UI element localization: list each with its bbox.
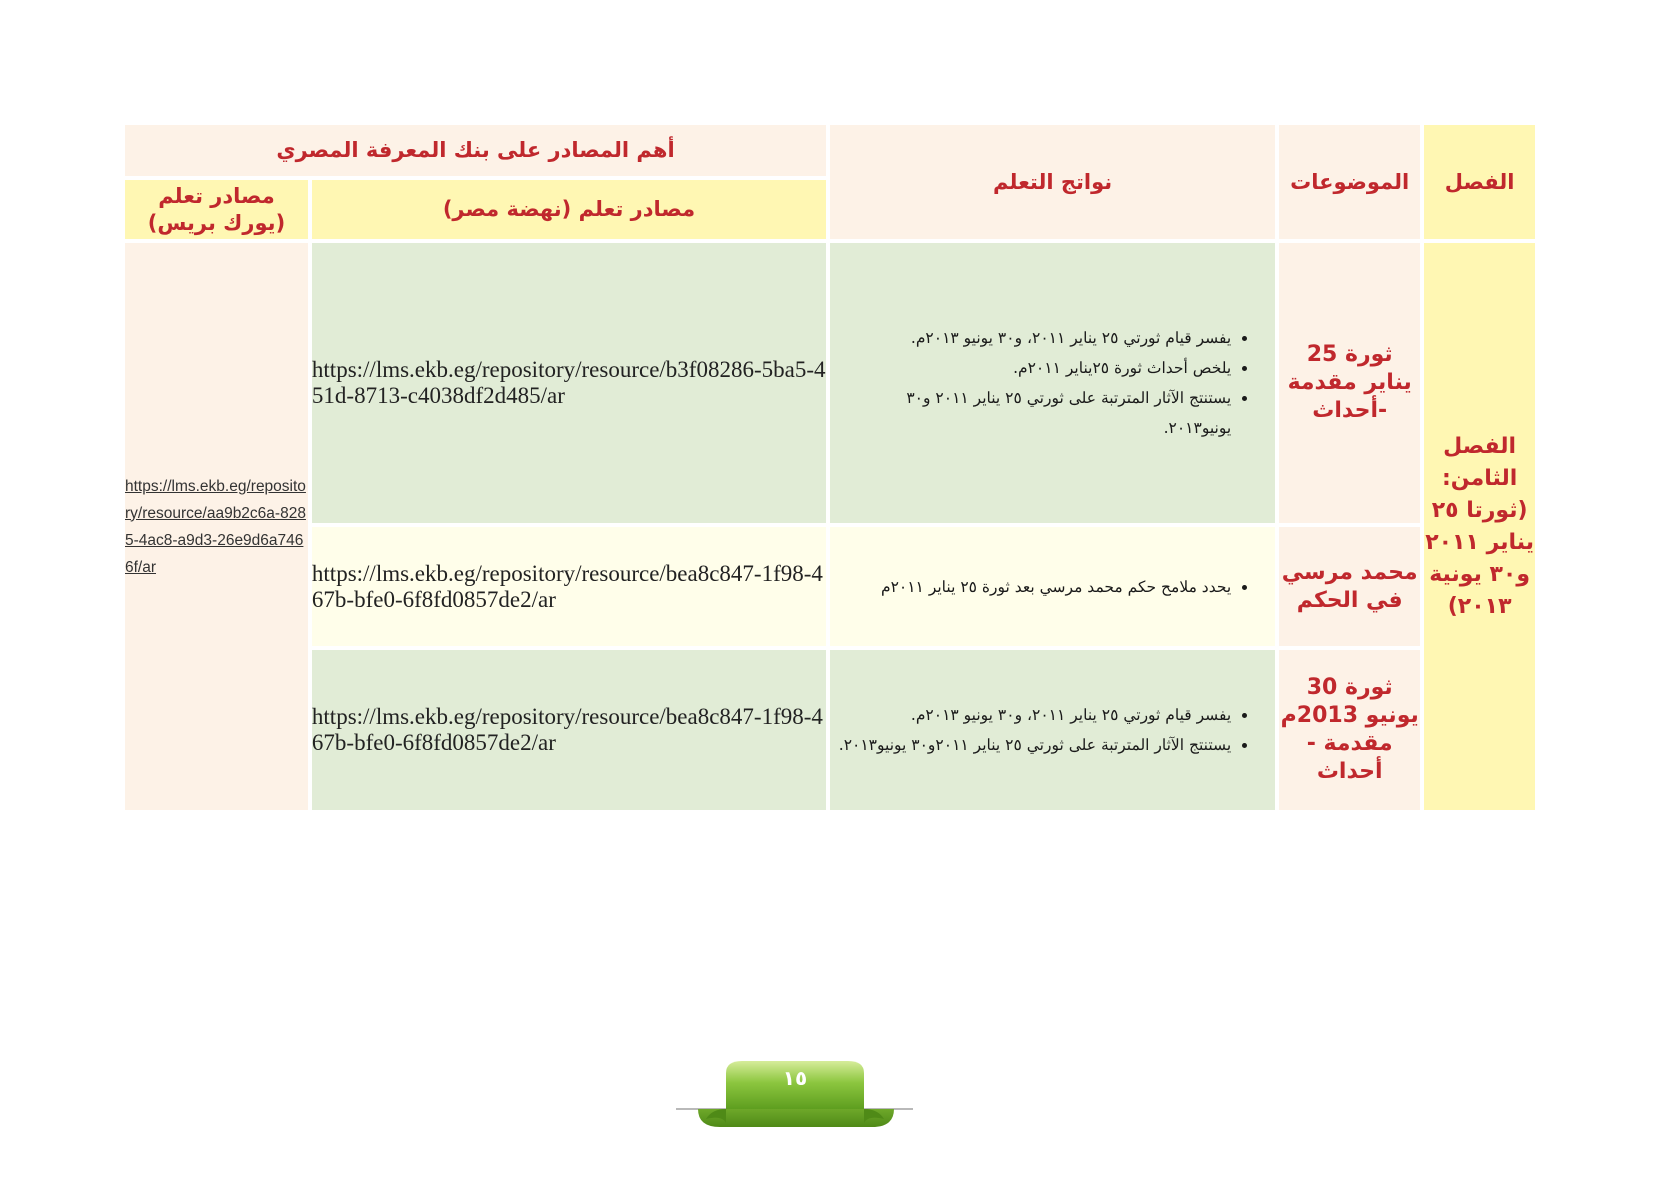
nahdet-link[interactable]: https://lms.ekb.eg/repository/resource/bea8c847-1f98-467b-bfe0-6f8fd0857de2/ar (312, 650, 826, 810)
outcomes-list (830, 323, 1275, 443)
outcomes-list (830, 700, 1275, 760)
header-outcomes: نواتج التعلم (830, 125, 1275, 239)
topic-cell: ثورة 25 يناير مقدمة -أحداث (1279, 243, 1420, 523)
outcome-item: • يستنتج الآثار المترتبة على ثورتي ٢٥ يناير ٢٠١١و٣٠ يونيو٢٠١٣. (834, 730, 1231, 760)
outcome-item: • يلخص أحداث ثورة ٢٥يناير ٢٠١١م. (834, 353, 1231, 383)
outcomes-cell (830, 650, 1275, 810)
nahdet-link[interactable]: https://lms.ekb.eg/repository/resource/bea8c847-1f98-467b-bfe0-6f8fd0857de2/ar (312, 527, 826, 646)
header-sources-york: مصادر تعلم (يورك بريس) (125, 180, 308, 239)
chapter-cell: الفصل الثامن: (ثورتا ٢٥ يناير ٢٠١١ و٣٠ يونية ٢٠١٣) (1424, 243, 1535, 810)
topic-cell: محمد مرسي في الحكم (1279, 527, 1420, 646)
york-link[interactable]: https://lms.ekb.eg/repository/resource/aa9b2c6a-8285-4ac8-a9d3-26e9d6a7466f/ar (125, 243, 308, 810)
nahdet-link[interactable]: https://lms.ekb.eg/repository/resource/b3f08286-5ba5-451d-8713-c4038df2d485/ar (312, 243, 826, 523)
header-sources-nahdet: مصادر تعلم (نهضة مصر) (312, 180, 826, 239)
outcome-item: • يفسر قيام ثورتي ٢٥ يناير ٢٠١١، و٣٠ يونيو ٢٠١٣م. (834, 323, 1231, 353)
outcomes-list (830, 572, 1275, 602)
header-sources-group: أهم المصادر على بنك المعرفة المصري (125, 125, 826, 176)
outcome-item: • يحدد ملامح حكم محمد مرسي بعد ثورة ٢٥ يناير ٢٠١١م (834, 572, 1231, 602)
page-number: ١٥ (782, 1066, 808, 1090)
page-number-badge (676, 1053, 913, 1128)
header-topics: الموضوعات (1279, 125, 1420, 239)
outcomes-cell (830, 527, 1275, 646)
curriculum-table (121, 121, 1539, 814)
topic-cell: ثورة 30 يونيو 2013م مقدمة - أحداث (1279, 650, 1420, 810)
outcomes-cell (830, 243, 1275, 523)
outcome-item: • يستنتج الآثار المترتبة على ثورتي ٢٥ يناير ٢٠١١ و٣٠ يونيو٢٠١٣. (834, 383, 1231, 443)
outcome-item: • يفسر قيام ثورتي ٢٥ يناير ٢٠١١، و٣٠ يونيو ٢٠١٣م. (834, 700, 1231, 730)
header-chapter: الفصل (1424, 125, 1535, 239)
